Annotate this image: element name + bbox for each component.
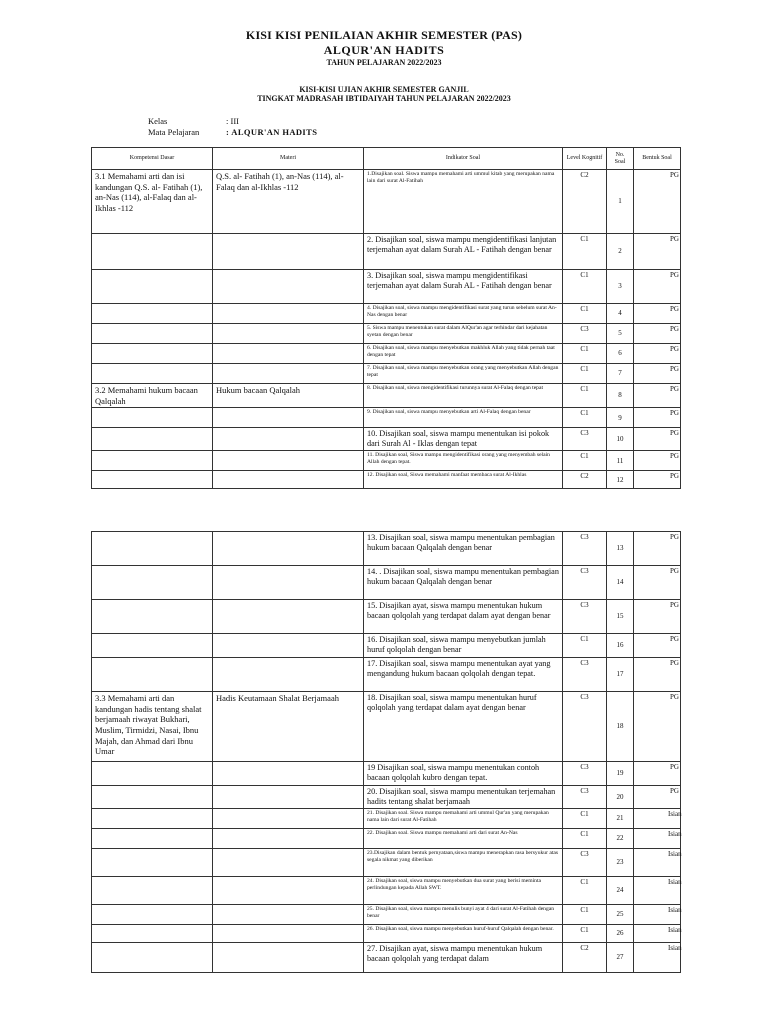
indikator-cell: 27. Disajikan ayat, siswa mampu menentukan hukum bacaan qolqolah yang terdapat dalam <box>364 943 563 973</box>
indikator-cell: 12. Disajikan soal, Siswa memahami manfaat membaca surat Al-Ikhlas <box>364 471 563 489</box>
materi-cell <box>213 600 364 634</box>
kompetensi-dasar-cell <box>92 408 213 428</box>
kompetensi-dasar-cell <box>92 234 213 270</box>
level-cell: C3 <box>563 532 607 566</box>
kompetensi-dasar-cell <box>92 658 213 692</box>
bentuk-soal-cell: PG <box>634 324 681 344</box>
level-cell: C1 <box>563 304 607 324</box>
no-soal-cell: 22 <box>607 829 634 849</box>
level-cell: C3 <box>563 786 607 809</box>
materi-cell: Hadis Keutamaan Shalat Berjamaah <box>213 692 364 762</box>
kompetensi-dasar-cell <box>92 451 213 471</box>
bentuk-soal-cell: Isian <box>634 877 681 905</box>
table-row <box>92 634 681 658</box>
bentuk-soal-cell: PG <box>634 634 681 658</box>
no-soal-cell: 10 <box>607 428 634 451</box>
materi-cell <box>213 324 364 344</box>
bentuk-soal-cell: Isian <box>634 925 681 943</box>
materi-cell <box>213 532 364 566</box>
level-cell: C1 <box>563 270 607 304</box>
bentuk-soal-cell: PG <box>634 304 681 324</box>
bentuk-soal-cell: PG <box>634 408 681 428</box>
level-cell: C1 <box>563 451 607 471</box>
bentuk-soal-cell: PG <box>634 532 681 566</box>
kompetensi-dasar-cell <box>92 364 213 384</box>
kompetensi-dasar-cell <box>92 809 213 829</box>
kelas-label: Kelas <box>148 116 168 126</box>
kompetensi-dasar-cell <box>92 943 213 973</box>
level-cell: C1 <box>563 877 607 905</box>
materi-cell <box>213 234 364 270</box>
kompetensi-dasar-cell <box>92 925 213 943</box>
indikator-cell: 11. Disajikan soal, Siswa mampu mengidentifikasi orang yang menyembah selain Allah dengan tepat. <box>364 451 563 471</box>
materi-cell <box>213 877 364 905</box>
table-row <box>92 809 681 829</box>
level-cell: C2 <box>563 170 607 234</box>
level-cell: C1 <box>563 829 607 849</box>
col-header-indikator: Indikator Soal <box>364 148 563 170</box>
kelas-value: : III <box>226 116 239 126</box>
kompetensi-dasar-cell <box>92 600 213 634</box>
bentuk-soal-cell: PG <box>634 600 681 634</box>
indikator-cell: 15. Disajikan ayat, siswa mampu menentukan hukum bacaan qolqolah yang terdapat dalam ayat dengan benar <box>364 600 563 634</box>
level-cell: C3 <box>563 324 607 344</box>
table-row <box>92 905 681 925</box>
indikator-cell: 4. Disajikan soal, siswa mampu mengidentifikasi surat yang turun sebelum surat An-Nas dengan benar <box>364 304 563 324</box>
bentuk-soal-cell: Isian <box>634 943 681 973</box>
indikator-cell: 17. Disajikan soal, siswa mampu menentukan ayat yang mengandung hukum bacaan qolqolah dengan tepat. <box>364 658 563 692</box>
table-row <box>92 471 681 489</box>
level-cell: C1 <box>563 364 607 384</box>
col-header-bentuk: Bentuk Soal <box>634 148 681 170</box>
table-row <box>92 943 681 973</box>
materi-cell <box>213 270 364 304</box>
table-row <box>92 658 681 692</box>
no-soal-cell: 12 <box>607 471 634 489</box>
indikator-cell: 26. Disajikan soal, siswa mampu menyebutkan huruf-huruf Qalqalah dengan benar. <box>364 925 563 943</box>
kompetensi-dasar-cell <box>92 324 213 344</box>
no-soal-cell: 27 <box>607 943 634 973</box>
indikator-cell: 16. Disajikan soal, siswa mampu menyebutkan jumlah huruf qolqolah dengan benar <box>364 634 563 658</box>
level-cell: C3 <box>563 762 607 786</box>
mapel-value: : ALQUR'AN HADITS <box>226 127 318 137</box>
materi-cell <box>213 364 364 384</box>
materi-cell <box>213 471 364 489</box>
indikator-cell: 10. Disajikan soal, siswa mampu menentukan isi pokok dari Surah Al - Iklas dengan tepat <box>364 428 563 451</box>
indikator-cell: 9. Disajikan soal, siswa mampu menyebutkan arti Al-Falaq dengan benar <box>364 408 563 428</box>
exam-title: KISI-KISI UJIAN AKHIR SEMESTER GANJIL <box>299 85 469 94</box>
indikator-cell: 3. Disajikan soal, siswa mampu mengidentifikasi terjemahan ayat dalam Surah AL - Fatihah dengan benar <box>364 270 563 304</box>
table-row <box>92 762 681 786</box>
bentuk-soal-cell: PG <box>634 270 681 304</box>
kompetensi-dasar-cell: 3.2 Memahami hukum bacaan Qalqalah <box>92 384 213 408</box>
indikator-cell: 20. Disajikan soal, siswa mampu menentukan terjemahan hadits tentang shalat berjamaah <box>364 786 563 809</box>
table-row <box>92 566 681 600</box>
indikator-cell: 5. Siswa mampu menentukan surat dalam AlQur'an agar terhindar dari kejahatan syetan dengan benar <box>364 324 563 344</box>
materi-cell <box>213 829 364 849</box>
table-row <box>92 451 681 471</box>
table-row <box>92 304 681 324</box>
bentuk-soal-cell: PG <box>634 692 681 762</box>
table-row <box>92 786 681 809</box>
table-row <box>92 170 681 234</box>
level-cell: C1 <box>563 809 607 829</box>
level-cell: C1 <box>563 384 607 408</box>
materi-cell <box>213 408 364 428</box>
kompetensi-dasar-cell <box>92 634 213 658</box>
no-soal-cell: 5 <box>607 324 634 344</box>
no-soal-cell: 25 <box>607 905 634 925</box>
table-row <box>92 877 681 905</box>
indikator-cell: 25. Disajikan soal, siswa mampu menulis bunyi ayat 4 dari surat Al-Fatihah dengan benar <box>364 905 563 925</box>
no-soal-cell: 15 <box>607 600 634 634</box>
subject-title: ALQUR'AN HADITS <box>323 43 445 57</box>
kompetensi-dasar-cell <box>92 849 213 877</box>
bentuk-soal-cell: PG <box>634 786 681 809</box>
indikator-cell: 8. Disajikan soal, siswa mengidentifikasi turunnya surat Al-Falaq dengan tepat <box>364 384 563 408</box>
level-cell: C1 <box>563 344 607 364</box>
level-title: TINGKAT MADRASAH IBTIDAIYAH TAHUN PELAJARAN 2022/2023 <box>257 94 511 103</box>
indikator-cell: 24. Disajikan soal, siswa mampu menyebutkan dua surat yang berisi meminta perlindungan kepada Allah SWT. <box>364 877 563 905</box>
level-cell: C3 <box>563 600 607 634</box>
bentuk-soal-cell: PG <box>634 471 681 489</box>
level-cell: C1 <box>563 925 607 943</box>
kompetensi-dasar-cell <box>92 532 213 566</box>
bentuk-soal-cell: Isian <box>634 905 681 925</box>
no-soal-cell: 24 <box>607 877 634 905</box>
no-soal-cell: 2 <box>607 234 634 270</box>
materi-cell <box>213 809 364 829</box>
kompetensi-dasar-cell <box>92 829 213 849</box>
bentuk-soal-cell: PG <box>634 344 681 364</box>
kompetensi-dasar-cell <box>92 566 213 600</box>
no-soal-cell: 7 <box>607 364 634 384</box>
no-soal-cell: 14 <box>607 566 634 600</box>
col-header-kompetensi: Kompetensi Dasar <box>92 148 213 170</box>
kompetensi-dasar-cell <box>92 762 213 786</box>
bentuk-soal-cell: PG <box>634 428 681 451</box>
level-cell: C3 <box>563 849 607 877</box>
materi-cell <box>213 762 364 786</box>
level-cell: C1 <box>563 634 607 658</box>
materi-cell <box>213 344 364 364</box>
no-soal-cell: 23 <box>607 849 634 877</box>
materi-cell <box>213 849 364 877</box>
no-soal-cell: 13 <box>607 532 634 566</box>
table-row <box>92 925 681 943</box>
kompetensi-dasar-cell <box>92 270 213 304</box>
no-soal-cell: 17 <box>607 658 634 692</box>
indikator-cell: 6. Disajikan soal, siswa mampu menyebutkan makhluk Allah yang tidak pernah taat dengan tepat <box>364 344 563 364</box>
mapel-label: Mata Pelajaran <box>148 127 200 137</box>
level-cell: C2 <box>563 943 607 973</box>
table-row <box>92 234 681 270</box>
indikator-cell: 2. Disajikan soal, siswa mampu mengidentifikasi lanjutan terjemahan ayat dalam Surah AL - Fatihah dengan benar <box>364 234 563 270</box>
kompetensi-dasar-cell <box>92 786 213 809</box>
table-row <box>92 600 681 634</box>
level-cell: C1 <box>563 905 607 925</box>
indikator-cell: 19 Disajikan soal, siswa mampu menentukan contoh bacaan qolqolah kubro dengan tepat. <box>364 762 563 786</box>
table-row <box>92 692 681 762</box>
kompetensi-dasar-cell <box>92 428 213 451</box>
no-soal-cell: 1 <box>607 170 634 234</box>
table-row <box>92 270 681 304</box>
indikator-cell: 22. Disajikan soal. Siswa mampu memahami arti dari surat An-Nas <box>364 829 563 849</box>
indikator-cell: 13. Disajikan soal, siswa mampu menentukan pembagian hukum bacaan Qalqalah dengan benar <box>364 532 563 566</box>
materi-cell <box>213 658 364 692</box>
bentuk-soal-cell: Isian <box>634 829 681 849</box>
table-row <box>92 849 681 877</box>
bentuk-soal-cell: PG <box>634 384 681 408</box>
materi-cell <box>213 428 364 451</box>
no-soal-cell: 3 <box>607 270 634 304</box>
level-cell: C3 <box>563 428 607 451</box>
no-soal-cell: 20 <box>607 786 634 809</box>
academic-year: TAHUN PELAJARAN 2022/2023 <box>326 58 442 67</box>
materi-cell <box>213 451 364 471</box>
bentuk-soal-cell: Isian <box>634 809 681 829</box>
materi-cell <box>213 304 364 324</box>
materi-cell <box>213 634 364 658</box>
indikator-cell: 23.Disajikan dalam bentuk pernyataan,siswa mampu menerapkan rasa bersyukur atas segala nikmat yang diberikan <box>364 849 563 877</box>
bentuk-soal-cell: PG <box>634 170 681 234</box>
kompetensi-dasar-cell <box>92 905 213 925</box>
col-header-level: Level Kognitif <box>563 148 607 170</box>
level-cell: C3 <box>563 566 607 600</box>
kompetensi-dasar-cell <box>92 471 213 489</box>
level-cell: C3 <box>563 658 607 692</box>
bentuk-soal-cell: PG <box>634 234 681 270</box>
no-soal-cell: 9 <box>607 408 634 428</box>
no-soal-cell: 21 <box>607 809 634 829</box>
indikator-cell: 7. Disajikan soal, siswa mampu menyebutkan orang yang menyebutkan Allah dengan tepat <box>364 364 563 384</box>
kompetensi-dasar-cell: 3.1 Memahami arti dan isi kandungan Q.S. al- Fatihah (1), an-Nas (114), al-Falaq dan al-Ikhlas -112 <box>92 170 213 234</box>
level-cell: C2 <box>563 471 607 489</box>
kompetensi-dasar-cell <box>92 877 213 905</box>
col-header-no: No. Soal <box>607 148 634 170</box>
table-row <box>92 428 681 451</box>
table-row <box>92 408 681 428</box>
bentuk-soal-cell: PG <box>634 451 681 471</box>
kompetensi-dasar-cell <box>92 304 213 324</box>
no-soal-cell: 6 <box>607 344 634 364</box>
table-row <box>92 364 681 384</box>
no-soal-cell: 4 <box>607 304 634 324</box>
materi-cell <box>213 943 364 973</box>
bentuk-soal-cell: PG <box>634 364 681 384</box>
kompetensi-dasar-cell <box>92 344 213 364</box>
no-soal-cell: 16 <box>607 634 634 658</box>
bentuk-soal-cell: PG <box>634 658 681 692</box>
no-soal-cell: 8 <box>607 384 634 408</box>
bentuk-soal-cell: PG <box>634 566 681 600</box>
document-title: KISI KISI PENILAIAN AKHIR SEMESTER (PAS) <box>245 28 523 42</box>
level-cell: C1 <box>563 408 607 428</box>
bentuk-soal-cell: PG <box>634 762 681 786</box>
bentuk-soal-cell: Isian <box>634 849 681 877</box>
indikator-cell: 14. . Disajikan soal, siswa mampu menentukan pembagian hukum bacaan Qalqalah dengan benar <box>364 566 563 600</box>
materi-cell <box>213 905 364 925</box>
col-header-materi: Materi <box>213 148 364 170</box>
kompetensi-dasar-cell: 3.3 Memahami arti dan kandungan hadis tentang shalat berjamaah riwayat Bukhari, Muslim, Tirmidzi, Nasai, Ibnu Majah, dan Ahmad dari Ibnu Umar <box>92 692 213 762</box>
materi-cell <box>213 786 364 809</box>
table-row <box>92 829 681 849</box>
indikator-cell: 21. Disajikan soal. Siswa mampu memahami arti ummul Qur'an yang merupakan nama lain dari surat Al-Fatihah <box>364 809 563 829</box>
level-cell: C3 <box>563 692 607 762</box>
indikator-cell: 1.Disajikan soal. Siswa mampu memahami arti ummul kitab yang merupakan nama lain dari surat Al-Fatihah <box>364 170 563 234</box>
materi-cell: Q.S. al- Fatihah (1), an-Nas (114), al-Falaq dan al-Ikhlas -112 <box>213 170 364 234</box>
table-row <box>92 324 681 344</box>
table-row <box>92 532 681 566</box>
materi-cell <box>213 566 364 600</box>
no-soal-cell: 11 <box>607 451 634 471</box>
table-row <box>92 384 681 408</box>
indikator-cell: 18. Disajikan soal, siswa mampu menentukan huruf qolqolah yang terdapat dalam ayat dengan benar <box>364 692 563 762</box>
no-soal-cell: 18 <box>607 692 634 762</box>
grid-table-part-2 <box>91 531 681 973</box>
grid-table-part-1 <box>91 147 681 489</box>
materi-cell <box>213 925 364 943</box>
no-soal-cell: 26 <box>607 925 634 943</box>
level-cell: C1 <box>563 234 607 270</box>
no-soal-cell: 19 <box>607 762 634 786</box>
table-row <box>92 344 681 364</box>
materi-cell: Hukum bacaan Qalqalah <box>213 384 364 408</box>
